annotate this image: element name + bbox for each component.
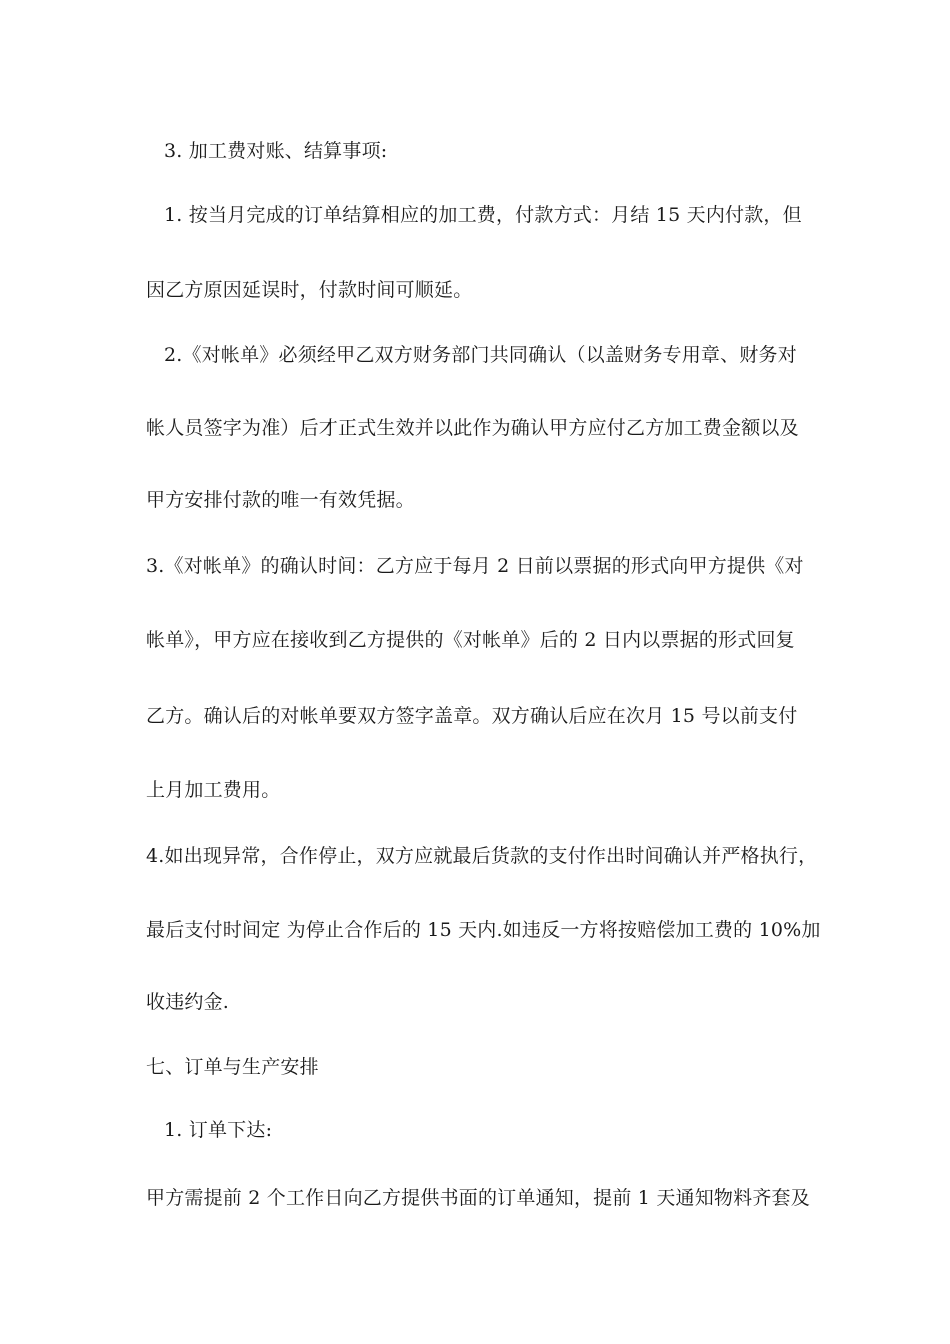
clause-4-line-1: 4.如出现异常，合作停止，双方应就最后货款的支付作出时间确认并严格执行， [146,845,818,867]
clause-4-line-2: 最后支付时间定 为停止合作后的 15 天内.如违反一方将按赔偿加工费的 10%加 [146,919,821,941]
clause-3-line-3: 乙方。确认后的对帐单要双方签字盖章。双方确认后应在次月 15 号以前支付 [146,705,798,727]
order-clause-1-heading: 1. 订单下达: [164,1119,273,1141]
clause-2-line-1: 2.《对帐单》必须经甲乙双方财务部门共同确认（以盖财务专用章、财务对 [164,344,797,366]
clause-2-line-3: 甲方安排付款的唯一有效凭据。 [146,489,415,511]
clause-3-line-4: 上月加工费用。 [146,779,281,801]
order-clause-1-text: 甲方需提前 2 个工作日向乙方提供书面的订单通知，提前 1 天通知物料齐套及 [146,1187,810,1209]
clause-1-line-1: 1. 按当月完成的订单结算相应的加工费，付款方式：月结 15 天内付款，但 [164,204,802,226]
clause-4-line-3: 收违约金. [146,991,230,1013]
clause-2-line-2: 帐人员签字为准）后才正式生效并以此作为确认甲方应付乙方加工费金额以及 [146,417,799,439]
clause-3-line-2: 帐单》，甲方应在接收到乙方提供的《对帐单》后的 2 日内以票据的形式回复 [146,629,795,651]
section-heading-settlement: 3. 加工费对账、结算事项: [164,140,388,162]
section-heading-orders: 七、订单与生产安排 [146,1056,319,1078]
clause-3-line-1: 3.《对帐单》的确认时间：乙方应于每月 2 日前以票据的形式向甲方提供《对 [146,555,804,577]
clause-1-line-2: 因乙方原因延误时，付款时间可顺延。 [146,279,473,301]
